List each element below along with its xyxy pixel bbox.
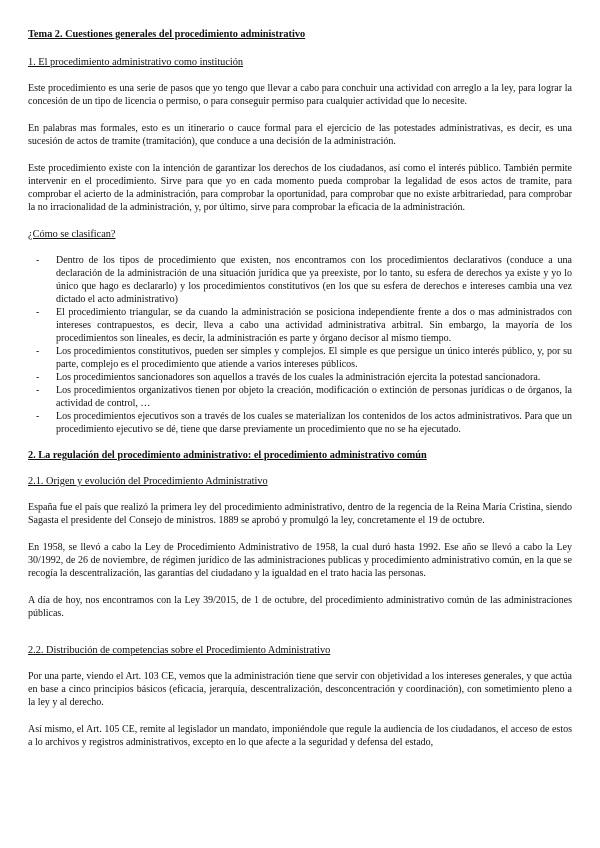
- section-2-1-paragraph-2: En 1958, se llevó a cabo la Ley de Procedimiento Administrativo de 1958, la cual duró hasta 1992. Ese año se llevó a cabo la Ley 30/1992, de 26 de noviembre, de régimen jurídico de las administraciones publicas y procedimiento administrativo común, en la que se recogía la descentralización, las garantías del ciudadano y la igualdad en el trato hacia las personas.: [28, 542, 572, 579]
- section-2-1-paragraph-3: A día de hoy, nos encontramos con la Ley 39/2015, de 1 de octubre, del procedimiento administrativo común de las administraciones públicas.: [28, 595, 572, 619]
- section-2-heading: 2. La regulación del procedimiento administrativo: el procedimiento administrativo común: [28, 450, 427, 461]
- section-spacer: [28, 634, 572, 644]
- bullet-dash: -: [36, 385, 40, 396]
- list-item: [36, 384, 572, 410]
- classification-subheading: ¿Cómo se clasifican?: [28, 229, 116, 240]
- section-2-2-paragraph-2: Así mismo, el Art. 105 CE, remite al legislador un mandato, imponiéndole que regule la audiencia de los ciudadanos, el acceso de estos a lo archivos y registros administrativos, excepto en lo que afecte a la seguridad y defensa del estado,: [28, 724, 572, 748]
- section-2-1-paragraph-1: España fue el país que realizó la primera ley del procedimiento administrativo, dentro de la regencia de la Reina María Cristina, siendo Sagasta el presidente del Consejo de ministros. 1889 se aprobó y promulgó la ley, concretamente el 19 de octubre.: [28, 502, 572, 526]
- list-item: [36, 306, 572, 345]
- section-2-2-paragraph-1: Por una parte, viendo el Art. 103 CE, vemos que la administración tiene que servir con objetividad a los intereses generales, y que actúa en base a cinco principios básicos (eficacia, jerarquía, descentralización, desconcentración y coordinación), con sometimiento pleno a la ley y al derecho.: [28, 671, 572, 708]
- section-1-paragraph-3: Este procedimiento existe con la intención de garantizar los derechos de los ciudadanos, así como el interés público. También permite intervenir en el procedimiento. Sirve para que yo en cada momento pueda comprobar la legalidad de esos actos de tramite, para comprobar el acierto de la administración, para comprobar la oportunidad, para comprobar que no existe arbitrariedad, para comprobar la no irracionalidad de la administración, y, por último, sirve para comprobar la eficacia de la administración.: [28, 163, 572, 213]
- list-item-text: Dentro de los tipos de procedimiento que existen, nos encontramos con los procedimientos declarativos (conduce a una declaración de la administración de una situación jurídica que ya preexiste, por lo tanto, su esfera de derechos ya existe y yo lo único que hago es declararlo) y los procedimientos constitutivos (en los que su esfera de derechos e intereses cambia una vez dictado el acto administrativo): [56, 255, 572, 305]
- bullet-dash: -: [36, 372, 40, 383]
- list-item-text: Los procedimientos ejecutivos son a través de los cuales se materializan los contenidos de los actos administrativos. Para que un procedimiento ejecutivo se dé, tiene que darse previamente un procedimiento que no se ha ejecutado.: [56, 411, 572, 435]
- bullet-dash: -: [36, 411, 40, 422]
- document-title: Tema 2. Cuestiones generales del procedimiento administrativo: [28, 29, 306, 40]
- bullet-dash: -: [36, 255, 40, 266]
- section-1-heading: 1. El procedimiento administrativo como institución: [28, 57, 244, 68]
- list-item-text: El procedimiento triangular, se da cuando la administración se posiciona independiente frente a dos o mas administrados con intereses contrapuestos, es decir, lleva a cabo una actividad administrativa arbitral. Sin embargo, la mayoría de los procedimientos son lineales, es decir, la administración es parte y órgano decisor al mismo tiempo.: [56, 307, 572, 344]
- section-2-2-heading: 2.2. Distribución de competencias sobre el Procedimiento Administrativo: [28, 645, 331, 656]
- list-item: [36, 371, 572, 384]
- section-1-paragraph-1: Este procedimiento es una serie de pasos que yo tengo que llevar a cabo para conchuir una actividad con arreglo a la ley, para lograr la concesión de un tipo de licencia o permiso, o para conseguir permiso para cualquier actividad que lo necesite.: [28, 83, 572, 107]
- list-item-text: Los procedimientos sancionadores son aquellos a través de los cuales la administración ejercita la potestad sancionadora.: [56, 372, 541, 383]
- section-1-paragraph-2: En palabras mas formales, esto es un itinerario o cauce formal para el ejercicio de las potestades administrativas, es decir, es una sucesión de actos de tramite (tramitación), que conduce a una decisión de la administración.: [28, 123, 572, 147]
- section-2-1-heading: 2.1. Origen y evolución del Procedimiento Administrativo: [28, 476, 268, 487]
- list-item: [36, 345, 572, 371]
- classification-list: [28, 254, 572, 436]
- list-item: [36, 410, 572, 436]
- bullet-dash: -: [36, 307, 40, 318]
- bullet-dash: -: [36, 346, 40, 357]
- list-item-text: Los procedimientos constitutivos, pueden ser simples y complejos. El simple es que persigue un único interés público, y, por su parte, complejo es el procedimiento que atiende a varios intereses públicos.: [56, 346, 572, 370]
- list-item-text: Los procedimientos organizativos tienen por objeto la creación, modificación o extinción de personas jurídicas o de órganos, la actividad de control, …: [56, 385, 572, 409]
- list-item: [36, 254, 572, 306]
